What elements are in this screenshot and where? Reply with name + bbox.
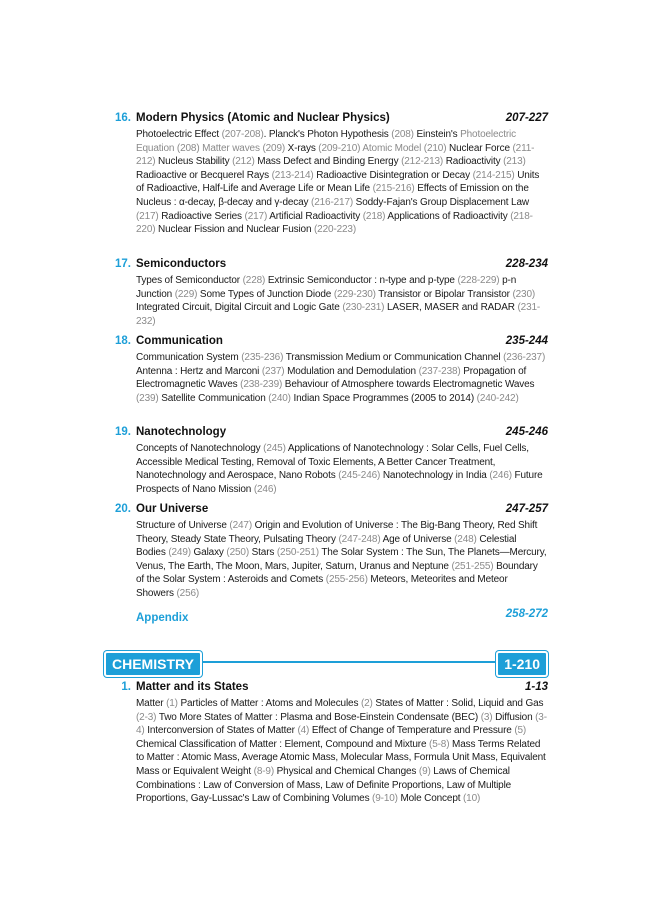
section-banner bbox=[104, 651, 548, 673]
topic-text: Two More States of Matter : Plasma and Bose-Einstein Condensate (BEC) bbox=[156, 711, 481, 723]
entry-heading bbox=[104, 426, 548, 442]
topic-text: Integrated Circuit, Digital Circuit and Logic Gate bbox=[136, 302, 343, 314]
topic-text: Antenna : Hertz and Marconi bbox=[136, 365, 262, 377]
section-label[interactable]: CHEMISTRY bbox=[104, 651, 202, 677]
toc-entry-20 bbox=[104, 503, 548, 601]
topic-page-ref: (218-220) bbox=[136, 210, 533, 236]
topic-page-ref: (256) bbox=[176, 587, 200, 599]
topic-page-ref: (235-236) bbox=[241, 352, 284, 363]
chapter-pages: 245-246 bbox=[505, 426, 548, 438]
topic-page-ref: (231-232) bbox=[136, 302, 541, 327]
topic-page-ref: (247-248) bbox=[338, 533, 381, 545]
topic-text: Radioactivity bbox=[443, 156, 504, 168]
topic-text: Celestial Bodies bbox=[136, 533, 517, 559]
topic-text: Transistor or Bipolar Transistor bbox=[375, 288, 513, 300]
topic-text: Nuclear Fission and Nuclear Fusion bbox=[155, 224, 314, 236]
topic-text: Applications of Nanotechnology : Solar Cells, Fuel Cells, Accessible Medical Testing, Removal of Toxic Elements, A Better Cancer Treatment, Nanotechnology and Aerospace, Nano Robots bbox=[136, 443, 529, 482]
topic-text: Diffusion bbox=[492, 711, 536, 723]
topic-text: Some Types of Junction Diode bbox=[197, 288, 334, 300]
topic-page-ref: (208) bbox=[391, 129, 414, 140]
topic-page-ref: (248) bbox=[454, 533, 477, 545]
topic-page-ref: (217) bbox=[244, 210, 268, 222]
topic-text: Origin and Evolution of Universe : The Big-Bang Theory, Red Shift Theory, Steady State Theory, Pulsating Theory bbox=[136, 520, 538, 545]
topic-page-ref: (240-242) bbox=[476, 392, 519, 404]
topic-text: Einstein's bbox=[413, 129, 461, 140]
appendix-pages: 258-272 bbox=[505, 608, 548, 620]
chapter-pages: 235-244 bbox=[505, 335, 548, 347]
chapter-pages: 228-234 bbox=[505, 258, 548, 270]
topic-page-ref: (245-246) bbox=[338, 470, 381, 482]
topic-text: X-rays bbox=[285, 142, 319, 154]
chapter-title[interactable]: Semiconductors bbox=[136, 258, 227, 270]
topic-text: Particles of Matter : Atoms and Molecules bbox=[177, 698, 361, 709]
topic-text: Interconversion of States of Matter bbox=[144, 725, 298, 737]
topic-page-ref: (212-213) bbox=[401, 156, 444, 168]
topic-text: LASER, MASER and RADAR bbox=[384, 302, 518, 314]
chapter-title[interactable]: Nanotechnology bbox=[136, 426, 227, 438]
topic-text: Structure of Universe bbox=[136, 520, 230, 531]
topic-page-ref: (5) bbox=[514, 725, 527, 737]
topic-page-ref: (10) bbox=[462, 793, 481, 805]
entry-heading bbox=[104, 258, 548, 274]
topic-text: Communication System bbox=[136, 352, 242, 363]
topic-page-ref: (1) bbox=[166, 698, 178, 709]
topic-text: Age of Universe bbox=[380, 533, 455, 545]
topic-page-ref: (217) bbox=[136, 210, 159, 222]
topic-text: Types of Semiconductor bbox=[136, 275, 243, 286]
topic-text: Effect of Change of Temperature and Pressure bbox=[309, 725, 515, 737]
topic-list bbox=[136, 351, 548, 405]
topic-text: States of Matter : Solid, Liquid and Gas bbox=[372, 698, 544, 709]
topic-text: Radioactive Disintegration or Decay bbox=[313, 169, 473, 181]
chapter-number: 19. bbox=[115, 426, 131, 438]
topic-page-ref: (229-230) bbox=[333, 288, 376, 300]
topic-text: . Planck's Photon Hypothesis bbox=[263, 129, 392, 140]
topic-page-ref: (3-4) bbox=[136, 711, 547, 737]
topic-page-ref: (237) bbox=[261, 365, 285, 377]
topic-text: Chemical Classification of Matter : Element, Compound and Mixture bbox=[136, 738, 430, 750]
topic-page-ref: Photoelectric Equation (208) bbox=[136, 129, 516, 154]
chapter-number: 1. bbox=[121, 681, 131, 693]
topic-page-ref: (5-8) bbox=[429, 738, 450, 750]
topic-text: Nanotechnology in India bbox=[380, 470, 490, 482]
chapter-title[interactable]: Matter and its States bbox=[136, 681, 249, 693]
topic-page-ref: (220-223) bbox=[313, 224, 356, 236]
chapter-number: 17. bbox=[115, 258, 131, 270]
topic-page-ref: Matter waves (209) bbox=[202, 142, 286, 154]
topic-text: Physical and Chemical Changes bbox=[274, 765, 419, 777]
topic-text: Stars bbox=[249, 547, 277, 559]
topic-page-ref: (2-3) bbox=[136, 711, 157, 723]
topic-page-ref: (250) bbox=[226, 547, 250, 559]
topic-page-ref: (246) bbox=[253, 483, 277, 495]
topic-text: Matter bbox=[136, 698, 167, 709]
topic-page-ref: (9) bbox=[418, 765, 431, 777]
topic-page-ref: (249) bbox=[168, 547, 191, 559]
topic-text: Soddy-Fajan's Group Displacement Law bbox=[353, 196, 529, 208]
chapter-number: 16. bbox=[115, 112, 131, 124]
topic-text: Effects of Emission on the Nucleus : α-decay, β-decay and γ-decay bbox=[136, 183, 529, 208]
chapter-pages: 1-13 bbox=[524, 681, 548, 693]
topic-page-ref: (240) bbox=[268, 392, 291, 404]
chapter-pages: 207-227 bbox=[505, 112, 548, 124]
topic-page-ref: (216-217) bbox=[311, 196, 354, 208]
topic-page-ref: (207-208) bbox=[221, 129, 264, 140]
topic-text: Behaviour of Atmosphere towards Electromagnetic Waves bbox=[282, 379, 535, 391]
topic-page-ref: (211-212) bbox=[136, 142, 535, 168]
topic-page-ref: (246) bbox=[489, 470, 512, 482]
topic-text: Concepts of Nanotechnology bbox=[136, 443, 264, 454]
topic-list bbox=[136, 274, 548, 328]
topic-page-ref: (9-10) bbox=[372, 793, 398, 805]
topic-text: Applications of Radioactivity bbox=[385, 210, 511, 222]
topic-page-ref: (2) bbox=[360, 698, 373, 709]
topic-text: Radioactive Series bbox=[158, 210, 245, 222]
entry-heading bbox=[104, 112, 548, 128]
topic-page-ref: (255-256) bbox=[325, 574, 368, 586]
topic-page-ref: (215-216) bbox=[372, 183, 415, 195]
section-range: 1-210 bbox=[496, 651, 548, 677]
topic-text: Future Prospects of Nano Mission bbox=[136, 470, 543, 495]
topic-text: Transmission Medium or Communication Channel bbox=[283, 352, 504, 363]
topic-page-ref: (228) bbox=[242, 275, 266, 286]
topic-text: Indian Space Programmes (2005 to 2014) bbox=[290, 392, 477, 404]
topic-page-ref: Atomic Model (210) bbox=[362, 142, 447, 154]
topic-text: Nucleus Stability bbox=[155, 156, 233, 168]
entry-heading bbox=[104, 503, 548, 519]
topic-page-ref: (213-214) bbox=[271, 169, 314, 181]
topic-page-ref: (251-255) bbox=[451, 560, 494, 572]
topic-page-ref: (228-229) bbox=[457, 275, 500, 286]
chapter-pages: 247-257 bbox=[505, 503, 548, 515]
toc-entry-16 bbox=[104, 112, 548, 237]
topic-page-ref: (247) bbox=[229, 520, 253, 531]
topic-list bbox=[136, 519, 548, 601]
entry-heading bbox=[104, 335, 548, 351]
topic-page-ref: (4) bbox=[297, 725, 310, 737]
topic-page-ref: (237-238) bbox=[418, 365, 461, 377]
topic-page-ref: (8-9) bbox=[253, 765, 275, 777]
toc-entry-17 bbox=[104, 258, 548, 328]
topic-text: Propagation of Electromagnetic Waves bbox=[136, 365, 527, 391]
toc-entry-19 bbox=[104, 426, 548, 496]
topic-text: Mass Defect and Binding Energy bbox=[254, 156, 402, 168]
topic-page-ref: (230) bbox=[512, 288, 536, 300]
topic-page-ref: (212) bbox=[232, 156, 255, 168]
topic-text: Units of Radioactive, Half-Life and Average Life or Mean Life bbox=[136, 169, 540, 195]
topic-list bbox=[136, 697, 548, 806]
appendix-title: Appendix bbox=[136, 612, 189, 624]
topic-page-ref: (213) bbox=[503, 156, 526, 168]
appendix-entry[interactable] bbox=[136, 608, 548, 626]
topic-page-ref: (3) bbox=[480, 711, 493, 723]
chapter-number: 18. bbox=[115, 335, 131, 347]
topic-text: The Solar System : The Sun, The Planets—Mercury, Venus, The Earth, The Moon, Mars, Jupiter, Saturn, Uranus and Neptune bbox=[136, 547, 547, 572]
topic-page-ref: (218) bbox=[362, 210, 386, 222]
topic-text: Satellite Communication bbox=[158, 392, 269, 404]
topic-page-ref: (229) bbox=[174, 288, 198, 300]
topic-page-ref: (214-215) bbox=[472, 169, 515, 181]
topic-page-ref: (236-237) bbox=[503, 352, 546, 363]
topic-text: p-n Junction bbox=[136, 275, 517, 300]
topic-text: Photoelectric Effect bbox=[136, 129, 222, 140]
entry-heading bbox=[104, 681, 548, 697]
topic-page-ref: (239) bbox=[136, 392, 159, 404]
topic-list bbox=[136, 442, 548, 496]
chapter-number: 20. bbox=[115, 503, 131, 515]
chapter-title[interactable]: Modern Physics (Atomic and Nuclear Physics) bbox=[136, 112, 390, 124]
topic-page-ref: (245) bbox=[263, 443, 286, 454]
topic-text: Radioactive or Becquerel Rays bbox=[136, 169, 272, 181]
topic-text: Boundary of the Solar System : Asteroids and Comets bbox=[136, 560, 538, 586]
topic-page-ref: (209-210) bbox=[318, 142, 361, 154]
topic-page-ref: (230-231) bbox=[342, 302, 385, 314]
topic-text: Meteors, Meteorites and Meteor Showers bbox=[136, 574, 508, 599]
topic-page-ref: (238-239) bbox=[240, 379, 283, 391]
topic-text: Galaxy bbox=[190, 547, 227, 559]
topic-text: Nuclear Force bbox=[446, 142, 513, 154]
topic-text: Artificial Radioactivity bbox=[267, 210, 363, 222]
chapter-title[interactable]: Communication bbox=[136, 335, 223, 347]
chapter-title[interactable]: Our Universe bbox=[136, 503, 209, 515]
topic-text: Mole Concept bbox=[397, 793, 463, 805]
topic-text: Mass Terms Related to Matter : Atomic Mass, Average Atomic Mass, Molecular Mass, Formula Unit Mass, Equivalent Mass or Equivalent Weight bbox=[136, 738, 546, 777]
topic-list bbox=[136, 128, 548, 237]
topic-text: Extrinsic Semiconductor : n-type and p-type bbox=[265, 275, 458, 286]
toc-entry-chem-1 bbox=[104, 681, 548, 806]
topic-text: Laws of Chemical Combinations : Law of Conversion of Mass, Law of Definite Proportions, Law of Multiple Proportions, Gay-Lussac's Law of Combining Volumes bbox=[136, 765, 512, 805]
topic-page-ref: (250-251) bbox=[276, 547, 319, 559]
topic-text: Modulation and Demodulation bbox=[284, 365, 419, 377]
toc-entry-18 bbox=[104, 335, 548, 405]
